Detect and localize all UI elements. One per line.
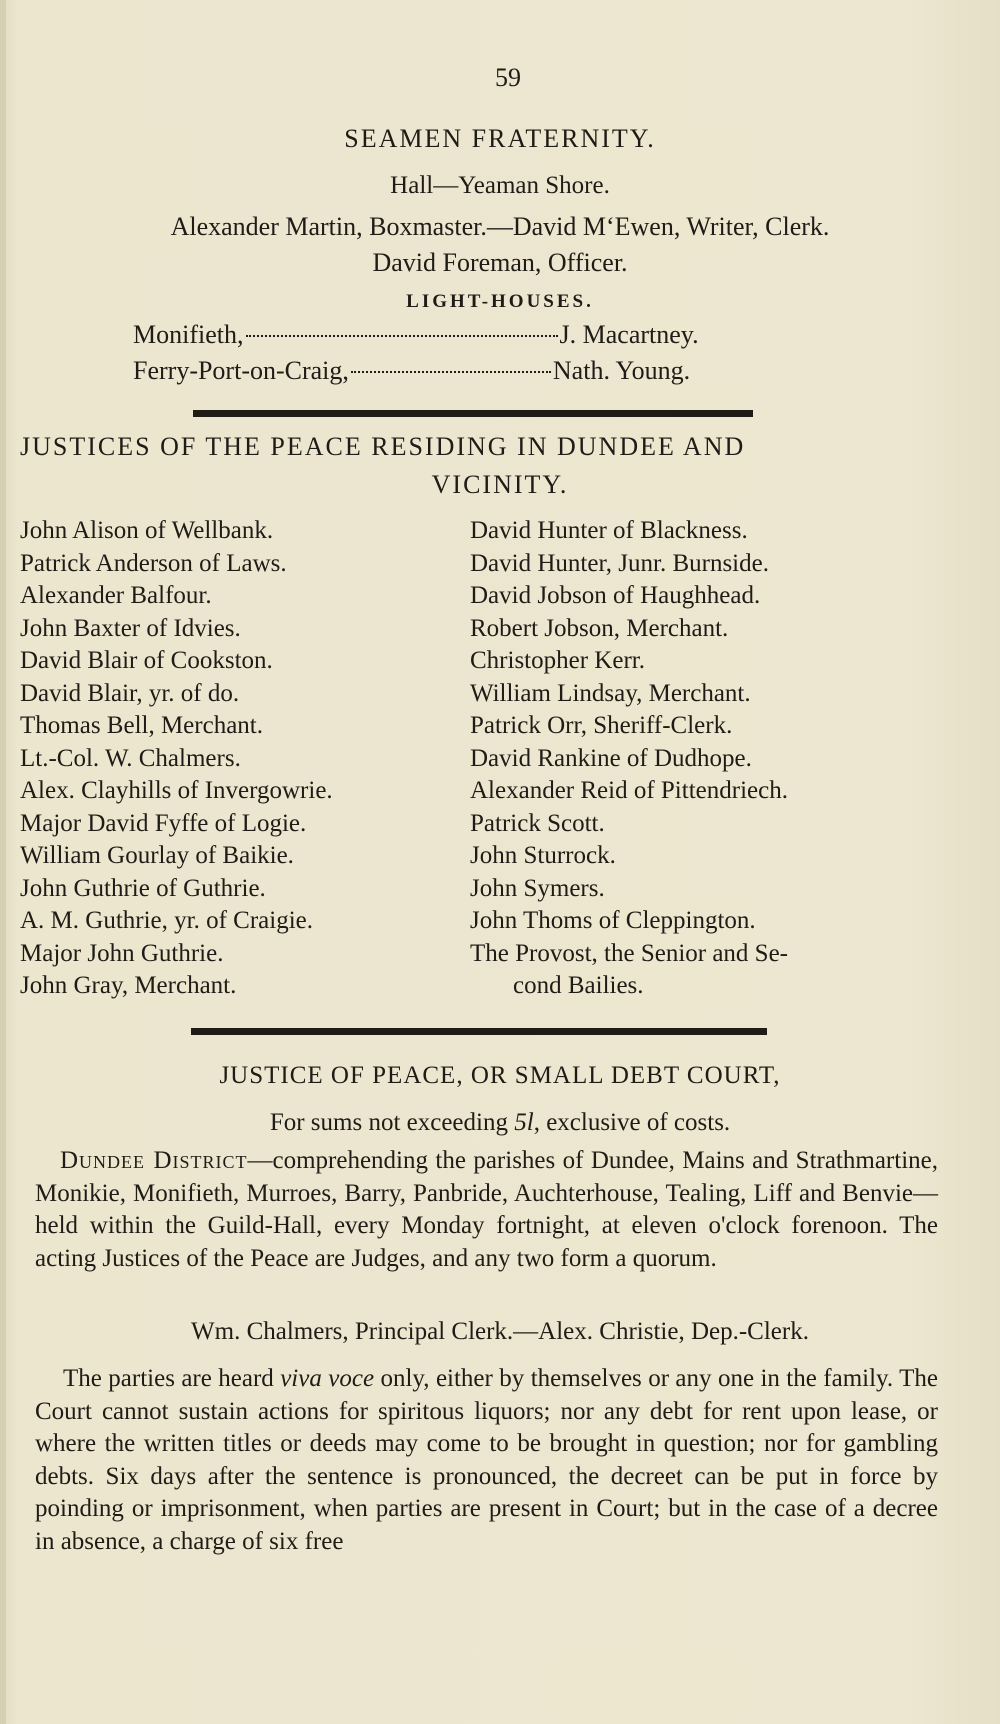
justice-name: David Blair, yr. of do. [20, 679, 240, 707]
justice-name: John Alison of Wellbank. [20, 517, 274, 544]
justice-name: Christopher Kerr. [470, 647, 645, 674]
justice-name: William Gourlay of Baikie. [20, 842, 294, 869]
justice-name: Patrick Orr, Sheriff-Clerk. [470, 712, 733, 739]
district-label: Dundee District [60, 1147, 248, 1174]
seamen-hall: Hall—Yeaman Shore. [390, 172, 610, 199]
seamen-officers-line: Alexander Martin, Boxmaster.—David M‘Ewen, Writer, Clerk. [170, 212, 830, 241]
small-debt-court-heading: JUSTICE OF PEACE, OR SMALL DEBT COURT, [219, 1062, 781, 1089]
justices-heading-line2: VICINITY. [431, 470, 569, 499]
justice-name: William Lindsay, Merchant. [470, 679, 751, 707]
justice-name: John Baxter of Idvies. [20, 614, 241, 642]
justice-name: David Jobson of Haughhead. [470, 582, 761, 609]
justices-heading-line1: JUSTICES OF THE PEACE RESIDING IN DUNDEE AND [20, 432, 746, 461]
justice-name: cond Bailies. [513, 972, 644, 999]
dundee-district-paragraph [35, 1145, 938, 1275]
subtitle-amount: 5l [514, 1109, 534, 1136]
justice-name: Patrick Anderson of Laws. [20, 549, 287, 577]
justice-name: Alexander Reid of Pittendriech. [470, 777, 788, 804]
dotted-leader [351, 371, 551, 373]
court-rules-paragraph [35, 1363, 938, 1558]
justice-name: Alexander Balfour. [20, 582, 212, 609]
lighthouse-row [133, 356, 690, 386]
subtitle-text: , exclusive of costs. [533, 1109, 731, 1136]
justice-name: The Provost, the Senior and Se- [470, 939, 789, 967]
justice-name: Patrick Scott. [470, 809, 605, 837]
justice-name: John Gray, Merchant. [20, 972, 237, 999]
justice-name: David Rankine of Dudhope. [470, 744, 752, 772]
subtitle-text: For sums not exceeding [269, 1109, 515, 1136]
justice-name: John Symers. [470, 874, 605, 902]
justice-name: Robert Jobson, Merchant. [470, 614, 729, 642]
justice-name: Major John Guthrie. [20, 939, 224, 967]
justice-name: A. M. Guthrie, yr. of Craigie. [20, 907, 314, 934]
lighthouse-place: Monifieth, [133, 320, 244, 349]
lighthouse-row [133, 320, 699, 350]
rules-text: only, either by themselves or any one in the family. The Court cannot sustain actions for spiritous liquors; nor any debt for rent upon lease, or where the written titles or deeds may come to be brought in question; nor for gambling debts. Six days after the sentence is pronounced, the decreet can be put in force by poinding or imprisonment, when parties are present in Court; but in the case of a decree in absence, a charge of six free [35, 1365, 938, 1555]
justice-name: John Sturrock. [470, 842, 616, 869]
justice-name: Thomas Bell, Merchant. [20, 712, 263, 739]
seamen-fraternity-heading: SEAMEN FRATERNITY. [344, 124, 656, 153]
justice-name: Major David Fyffe of Logie. [20, 809, 307, 837]
dotted-leader [246, 335, 558, 337]
justices-list-right [470, 515, 930, 1003]
justice-name: David Blair of Cookston. [20, 647, 273, 674]
section-divider [191, 1028, 767, 1035]
lighthouse-place: Ferry-Port-on-Craig, [133, 356, 349, 385]
justice-name: John Thoms of Cleppington. [470, 907, 756, 934]
justice-name: Lt.-Col. W. Chalmers. [20, 744, 241, 772]
justice-name: John Guthrie of Guthrie. [20, 874, 266, 902]
lighthouse-keeper: J. Macartney. [559, 320, 699, 349]
small-debt-court-subtitle [0, 1109, 1000, 1137]
justice-name: David Hunter of Blackness. [470, 517, 748, 544]
rules-text: The parties are heard [63, 1365, 281, 1392]
justices-list-left [20, 515, 460, 1003]
court-clerks-line: Wm. Chalmers, Principal Clerk.—Alex. Christie, Dep.-Clerk. [191, 1318, 809, 1345]
page-number: 59 [495, 63, 521, 92]
lighthouse-keeper: Nath. Young. [552, 356, 691, 385]
seamen-officer: David Foreman, Officer. [372, 248, 628, 277]
lighthouses-heading: LIGHT-HOUSES. [406, 291, 594, 312]
justice-name: David Hunter, Junr. Burnside. [470, 549, 769, 577]
section-divider [193, 410, 753, 417]
justice-name: Alex. Clayhills of Invergowrie. [20, 777, 333, 804]
district-text: —comprehending the parishes of Dundee, Mains and Strathmartine, Monikie, Monifieth, Murroes, Barry, Panbride, Auchterhouse, Tealing, Liff and Benvie—held within the Guild-Hall, every Monday fortnight, at eleven o'clock forenoon. The acting Justices of the Peace are Judges, and any two form a quorum. [35, 1147, 938, 1272]
rules-italic: viva voce [280, 1365, 375, 1392]
